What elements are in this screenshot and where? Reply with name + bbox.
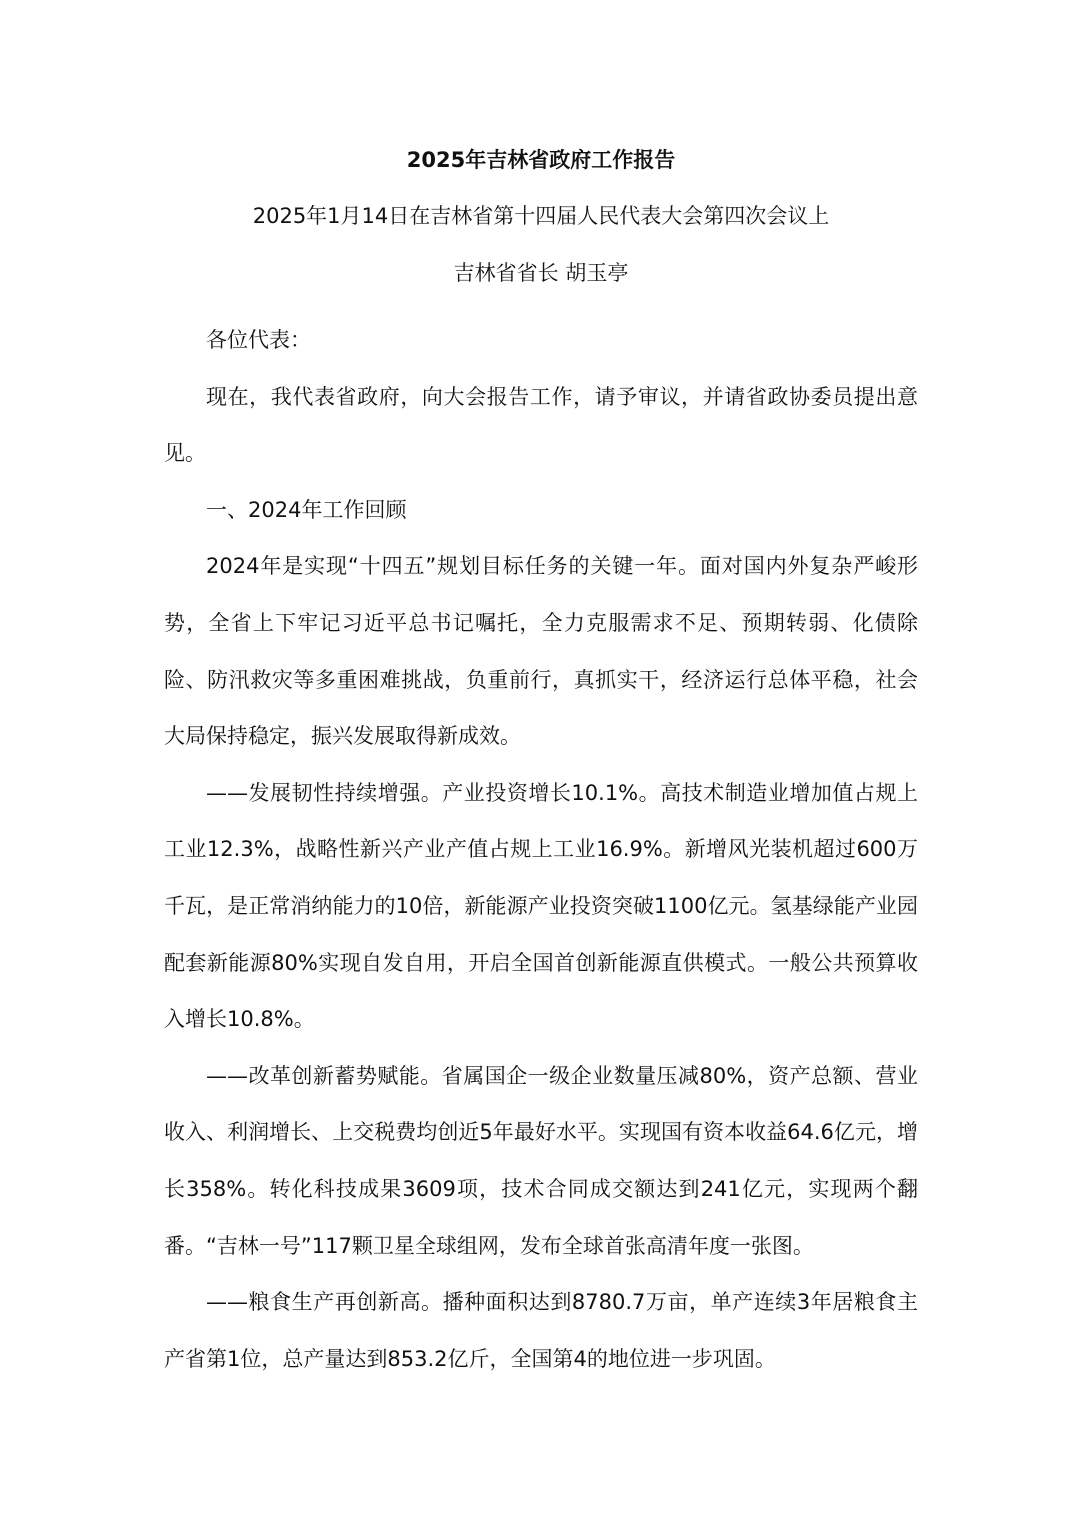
paragraph: ——发展韧性持续增强。产业投资增长10.1%。高技术制造业增加值占规上工业12.3%，战略性新兴产业产值占规上工业16.9%。新增风光装机超过600万千瓦，是正常消纳能力的10倍，新能源产业投资突破1100亿元。氢基绿能产业园配套新能源80%实现自发自用，开启全国首创新能源直供模式。一般公共预算收入增长10.8%。 xyxy=(164,780,918,1032)
paragraph: ——粮食生产再创新高。播种面积达到8780.7万亩，单产连续3年居粮食主产省第1位，总产量达到853.2亿斤，全国第4的地位进一步巩固。 xyxy=(164,1290,918,1371)
paragraph: ——改革创新蓄势赋能。省属国企一级企业数量压减80%，资产总额、营业收入、利润增长、上交税费均创近5年最好水平。实现国有资本收益64.6亿元，增长358%。转化科技成果3609项，技术合同成交额达到241亿元，实现两个翻番。“吉林一号”117颗卫星全球组网，发布全球首张高清年度一张图。 xyxy=(164,1063,918,1258)
salutation: 各位代表： xyxy=(206,328,311,352)
paragraph: 2024年是实现“十四五”规划目标任务的关键一年。面对国内外复杂严峻形势，全省上下牢记习近平总书记嘱托，全力克服需求不足、预期转弱、化债除险、防汛救灾等多重困难挑战，负重前行，真抓实干，经济运行总体平稳，社会大局保持稳定，振兴发展取得新成效。 xyxy=(164,554,918,749)
document-body xyxy=(164,312,918,1387)
document-title: 2025年吉林省政府工作报告 xyxy=(406,148,676,172)
section-heading: 一、2024年工作回顾 xyxy=(206,497,407,522)
paragraph-intro: 现在，我代表省政府，向大会报告工作，请予审议，并请省政协委员提出意见。 xyxy=(164,384,918,466)
document-subtitle: 2025年1月14日在吉林省第十四届人民代表大会第四次会议上 xyxy=(252,204,830,228)
document-author: 吉林省省长 胡玉亭 xyxy=(453,261,629,285)
